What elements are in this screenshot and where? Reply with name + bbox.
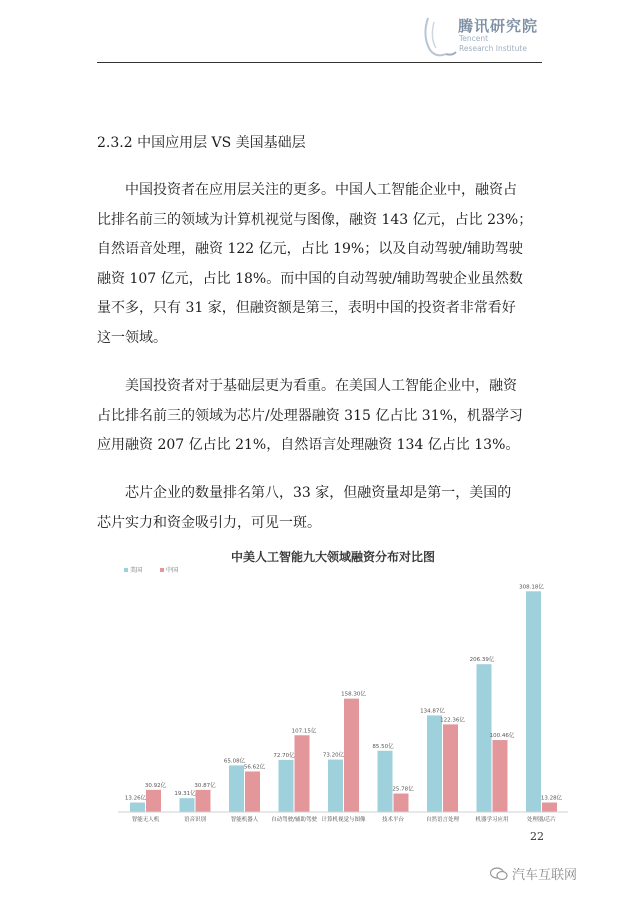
chart-legend bbox=[124, 566, 178, 574]
paragraph-line: 融资 107 亿元，占比 18%。而中国的自动驾驶/辅助驾驶企业虽然数 bbox=[97, 270, 523, 287]
bar bbox=[295, 735, 310, 812]
paragraph-line: 占比排名前三的领域为芯片/处理器融资 315 亿占比 31%，机器学习 bbox=[97, 407, 523, 424]
data-label: 30.92亿 bbox=[144, 782, 167, 789]
data-label: 56.62亿 bbox=[243, 764, 266, 771]
data-label: 107.15亿 bbox=[291, 728, 317, 735]
paragraph-line: 芯片企业的数量排名第八，33 家，但融资量却是第一，美国的 bbox=[125, 485, 512, 501]
bar bbox=[493, 740, 508, 812]
data-label: 206.39亿 bbox=[469, 657, 495, 664]
category-label: 机器学习应用 bbox=[475, 817, 509, 823]
header-rule bbox=[97, 62, 542, 63]
bar bbox=[443, 724, 458, 812]
wechat-icon bbox=[490, 867, 508, 881]
category-label: 自动驾驶/辅助驾驶 bbox=[271, 817, 317, 823]
data-label: 72.70亿 bbox=[273, 752, 295, 759]
legend-label: 美国 bbox=[130, 567, 143, 574]
category-label: 自然语言处理 bbox=[425, 817, 460, 823]
legend-swatch bbox=[124, 568, 128, 572]
page-number: 22 bbox=[530, 830, 544, 843]
logo-subtitle-line2: Research Institute bbox=[459, 44, 527, 53]
bar-group bbox=[321, 690, 366, 823]
data-label: 65.08亿 bbox=[223, 758, 246, 765]
paragraph-2 bbox=[97, 372, 545, 461]
logo-title: 腾讯研究院 bbox=[458, 17, 539, 35]
bar bbox=[180, 798, 195, 812]
bar bbox=[427, 715, 442, 812]
paragraph-line: 应用融资 207 亿占比 21%，自然语言处理融资 134 亿占比 13%。 bbox=[97, 437, 520, 453]
data-label: 30.87亿 bbox=[194, 782, 216, 789]
category-label: 计算机视觉与图像 bbox=[321, 817, 366, 823]
section-title: 2.3.2 中国应用层 VS 美国基础层 bbox=[97, 135, 306, 151]
bar-group bbox=[271, 726, 317, 823]
chart-canvas bbox=[98, 548, 568, 838]
paragraph-line: 芯片实力和资金吸引力，可见一斑。 bbox=[97, 514, 321, 531]
bar-group bbox=[372, 742, 414, 823]
bar-group bbox=[125, 781, 167, 823]
paragraph-line: 量不多，只有 31 家，但融资额是第三，表明中国的投资者非常看好 bbox=[97, 300, 516, 316]
paragraph-1 bbox=[97, 176, 545, 353]
logo-subtitle-line1: Tencent bbox=[459, 34, 489, 43]
legend-swatch bbox=[160, 568, 164, 572]
bar-group bbox=[519, 582, 562, 823]
bar bbox=[279, 760, 294, 812]
data-label: 100.46亿 bbox=[489, 733, 515, 740]
data-label: 85.50亿 bbox=[372, 743, 394, 750]
logo-subtitle bbox=[459, 34, 527, 54]
chart-bars bbox=[125, 582, 563, 823]
watermark-text: 汽车互联网 bbox=[512, 868, 578, 883]
bar-group bbox=[224, 756, 266, 823]
category-label: 语音识别 bbox=[183, 817, 207, 823]
data-label: 134.87亿 bbox=[420, 708, 445, 715]
paragraph-line: 比排名前三的领域为计算机视觉与图像，融资 143 亿元，占比 23%； bbox=[97, 211, 533, 228]
funding-comparison-chart bbox=[98, 548, 568, 838]
data-label: 122.36亿 bbox=[440, 717, 465, 724]
chart-title: 中美人工智能九大领域融资分布对比图 bbox=[230, 550, 435, 564]
bar-group bbox=[470, 655, 515, 823]
legend-label: 中国 bbox=[166, 567, 179, 574]
bar bbox=[542, 802, 557, 812]
paragraph-line: 中国投资者在应用层关注的更多。中国人工智能企业中，融资占 bbox=[125, 182, 517, 198]
bar bbox=[378, 751, 393, 812]
data-label: 13.28亿 bbox=[540, 795, 563, 802]
bar bbox=[394, 794, 409, 812]
data-label: 73.20亿 bbox=[322, 752, 345, 759]
category-label: 智能无人机 bbox=[131, 817, 160, 823]
bar bbox=[130, 803, 145, 812]
bar-group bbox=[420, 706, 465, 823]
bar bbox=[344, 699, 359, 812]
paragraph-3 bbox=[97, 479, 545, 538]
tencent-research-logo-icon bbox=[420, 14, 460, 58]
paragraph-line: 这一领域。 bbox=[97, 329, 167, 346]
bar bbox=[328, 760, 343, 812]
data-label: 308.18亿 bbox=[519, 584, 544, 591]
bar bbox=[526, 591, 541, 812]
category-label: 智能机器人 bbox=[230, 817, 259, 823]
bar bbox=[229, 765, 244, 812]
data-label: 158.30亿 bbox=[341, 691, 366, 698]
page-header bbox=[0, 0, 640, 70]
bar bbox=[196, 790, 211, 812]
data-label: 19.31亿 bbox=[174, 791, 196, 798]
watermark bbox=[490, 864, 577, 883]
bar bbox=[245, 771, 260, 812]
data-label: 25.78亿 bbox=[392, 786, 414, 793]
data-label: 13.26亿 bbox=[124, 795, 147, 802]
paragraph-line: 美国投资者对于基础层更为看重。在美国人工智能企业中，融资 bbox=[125, 378, 517, 394]
category-label: 技术平台 bbox=[381, 817, 405, 823]
bar bbox=[146, 790, 161, 812]
bar-group bbox=[174, 781, 216, 823]
paragraph-line: 自然语音处理，融资 122 亿元，占比 19%；以及自动驾驶/辅助驾驶 bbox=[97, 241, 523, 257]
category-label: 处理器/芯片 bbox=[526, 817, 557, 823]
